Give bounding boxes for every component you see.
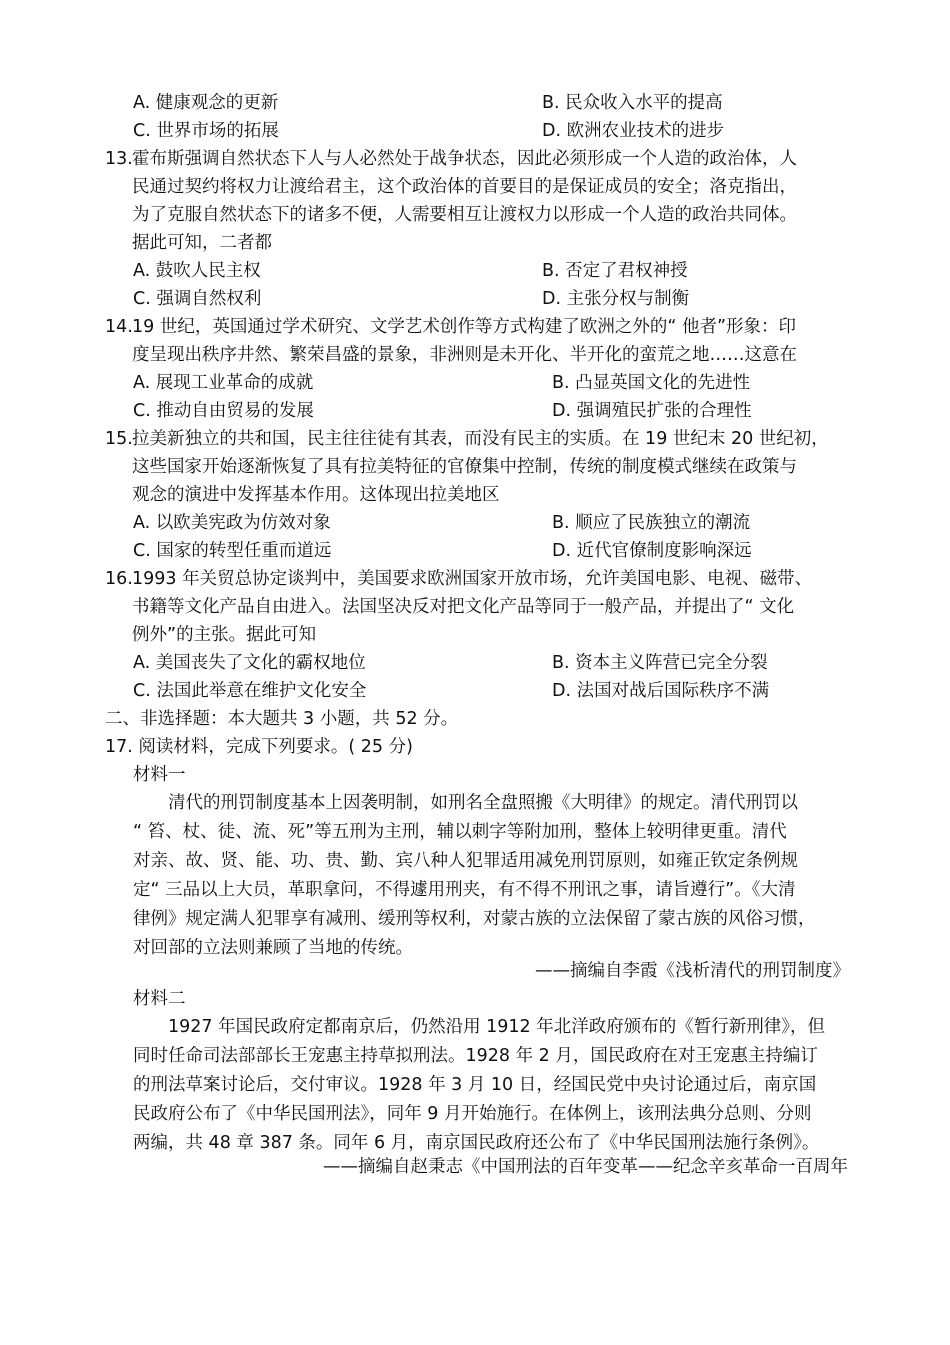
q14-option-d[interactable]: D. 强调殖民扩张的合理性 bbox=[552, 401, 752, 421]
material-2-line: 同时任命司法部部长王宠惠主持草拟刑法。1928 年 2 月，国民政府在对王宠惠主持编订 bbox=[133, 1046, 818, 1066]
q14-line: 19 世纪，英国通过学术研究、文学艺术创作等方式构建了欧洲之外的“ 他者”形象：印 bbox=[132, 317, 797, 337]
material-1-line: 定“ 三品以上大员，革职拿问，不得遽用刑夹，有不得不刑讯之事，请旨遵行”。《大清 bbox=[133, 880, 796, 900]
q14-line: 度呈现出秩序井然、繁荣昌盛的景象，非洲则是未开化、半开化的蛮荒之地……这意在 bbox=[132, 345, 797, 365]
material-1-line: “ 笞、杖、徒、流、死”等五刑为主刑，辅以刺字等附加刑，整体上较明律更重。清代 bbox=[133, 822, 787, 842]
q12-options-row-2 bbox=[133, 117, 853, 145]
material-1-line: 对亲、故、贤、能、功、贵、勤、宾八种人犯罪适用减免刑罚原则，如雍正钦定条例规 bbox=[133, 851, 798, 871]
q14-options-row-2 bbox=[133, 397, 853, 425]
q16-options-row-1 bbox=[133, 649, 853, 677]
q15-option-c[interactable]: C. 国家的转型任重而道远 bbox=[133, 541, 332, 561]
q16-line: 书籍等文化产品自由进入。法国坚决反对把文化产品等同于一般产品，并提出了“ 文化 bbox=[132, 597, 795, 617]
q12-options-row-1 bbox=[133, 89, 853, 117]
q15-text bbox=[105, 425, 850, 509]
q13-number: 13. bbox=[105, 149, 133, 169]
q13-text bbox=[105, 145, 850, 257]
material-2-line: 1927 年国民政府定都南京后，仍然沿用 1912 年北洋政府颁布的《暂行新刑律》，但 bbox=[133, 1017, 826, 1037]
q12-option-d[interactable]: D. 欧洲农业技术的进步 bbox=[542, 121, 725, 141]
q15-options-row-2 bbox=[133, 537, 853, 565]
q15-line: 拉美新独立的共和国，民主往往徒有其表，而没有民主的实质。在 19 世纪末 20 世纪初， bbox=[132, 429, 829, 449]
q14-text bbox=[105, 313, 850, 369]
q15-option-b[interactable]: B. 顺应了民族独立的潮流 bbox=[552, 513, 751, 533]
q12-option-a[interactable]: A. 健康观念的更新 bbox=[133, 93, 279, 113]
q13-option-d[interactable]: D. 主张分权与制衡 bbox=[542, 289, 690, 309]
q12-option-b[interactable]: B. 民众收入水平的提高 bbox=[542, 93, 723, 113]
material-1-source: ——摘编自李霞《浅析清代的刑罚制度》 bbox=[535, 961, 850, 981]
q14-options-row-1 bbox=[133, 369, 853, 397]
q16-option-d[interactable]: D. 法国对战后国际秩序不满 bbox=[552, 681, 770, 701]
section-2-heading: 二、非选择题：本大题共 3 小题，共 52 分。 bbox=[105, 709, 459, 729]
q16-line: 1993 年关贸总协定谈判中，美国要求欧洲国家开放市场，允许美国电影、电视、磁带、 bbox=[132, 569, 813, 589]
material-1-label: 材料一 bbox=[133, 765, 186, 785]
q15-line: 这些国家开始逐渐恢复了具有拉美特征的官僚集中控制，传统的制度模式继续在政策与 bbox=[132, 457, 797, 477]
q13-line: 霍布斯强调自然状态下人与人必然处于战争状态，因此必须形成一个人造的政治体，人 bbox=[132, 149, 797, 169]
q13-option-c[interactable]: C. 强调自然权利 bbox=[133, 289, 262, 309]
q16-number: 16. bbox=[105, 569, 133, 589]
material-1-line: 清代的刑罚制度基本上因袭明制，如刑名全盘照搬《大明律》的规定。清代刑罚以 bbox=[133, 793, 798, 813]
q13-line: 民通过契约将权力让渡给君主，这个政治体的首要目的是保证成员的安全；洛克指出， bbox=[132, 177, 797, 197]
q15-number: 15. bbox=[105, 429, 133, 449]
q13-options-row-1 bbox=[133, 257, 853, 285]
q15-line: 观念的演进中发挥基本作用。这体现出拉美地区 bbox=[132, 485, 500, 505]
material-1-body bbox=[133, 789, 850, 963]
q15-options-row-1 bbox=[133, 509, 853, 537]
q16-stem bbox=[105, 565, 850, 649]
q13-option-b[interactable]: B. 否定了君权神授 bbox=[542, 261, 688, 281]
q15-stem bbox=[105, 425, 850, 509]
q14-option-a[interactable]: A. 展现工业革命的成就 bbox=[133, 373, 314, 393]
q15-option-d[interactable]: D. 近代官僚制度影响深远 bbox=[552, 541, 752, 561]
q16-option-c[interactable]: C. 法国此举意在维护文化安全 bbox=[133, 681, 367, 701]
q15-option-a[interactable]: A. 以欧美宪政为仿效对象 bbox=[133, 513, 331, 533]
q14-option-b[interactable]: B. 凸显英国文化的先进性 bbox=[552, 373, 751, 393]
q16-line: 例外”的主张。据此可知 bbox=[132, 625, 317, 645]
material-2-line: 的刑法草案讨论后，交付审议。1928 年 3 月 10 日，经国民党中央讨论通过后，南京国 bbox=[133, 1075, 817, 1095]
q13-stem bbox=[105, 145, 850, 257]
q13-option-a[interactable]: A. 鼓吹人民主权 bbox=[133, 261, 261, 281]
material-2-label: 材料二 bbox=[133, 989, 186, 1009]
q13-line: 据此可知，二者都 bbox=[132, 233, 272, 253]
q17-heading: 17. 阅读材料，完成下列要求。( 25 分) bbox=[105, 737, 413, 757]
q14-stem bbox=[105, 313, 850, 369]
material-2-line: 民政府公布了《中华民国刑法》，同年 9 月开始施行。在体例上，该刑法典分总则、分则 bbox=[133, 1104, 812, 1124]
q16-options-row-2 bbox=[133, 677, 853, 705]
material-2-body bbox=[133, 1013, 850, 1158]
material-1-line: 对回部的立法则兼顾了当地的传统。 bbox=[133, 938, 413, 958]
q13-options-row-2 bbox=[133, 285, 853, 313]
material-2-line: 两编，共 48 章 387 条。同年 6 月，南京国民政府还公布了《中华民国刑法施行条例》。 bbox=[133, 1133, 820, 1153]
q14-option-c[interactable]: C. 推动自由贸易的发展 bbox=[133, 401, 314, 421]
material-1-line: 律例》规定满人犯罪享有减刑、缓刑等权利，对蒙古族的立法保留了蒙古族的风俗习惯， bbox=[133, 909, 816, 929]
q16-option-b[interactable]: B. 资本主义阵营已完全分裂 bbox=[552, 653, 768, 673]
q14-number: 14. bbox=[105, 317, 133, 337]
q13-line: 为了克服自然状态下的诸多不便，人需要相互让渡权力以形成一个人造的政治共同体。 bbox=[132, 205, 797, 225]
material-2-source: ——摘编自赵秉志《中国刑法的百年变革——纪念辛亥革命一百周年 bbox=[323, 1157, 848, 1177]
q16-text bbox=[105, 565, 850, 649]
q16-option-a[interactable]: A. 美国丧失了文化的霸权地位 bbox=[133, 653, 366, 673]
q12-option-c[interactable]: C. 世界市场的拓展 bbox=[133, 121, 279, 141]
